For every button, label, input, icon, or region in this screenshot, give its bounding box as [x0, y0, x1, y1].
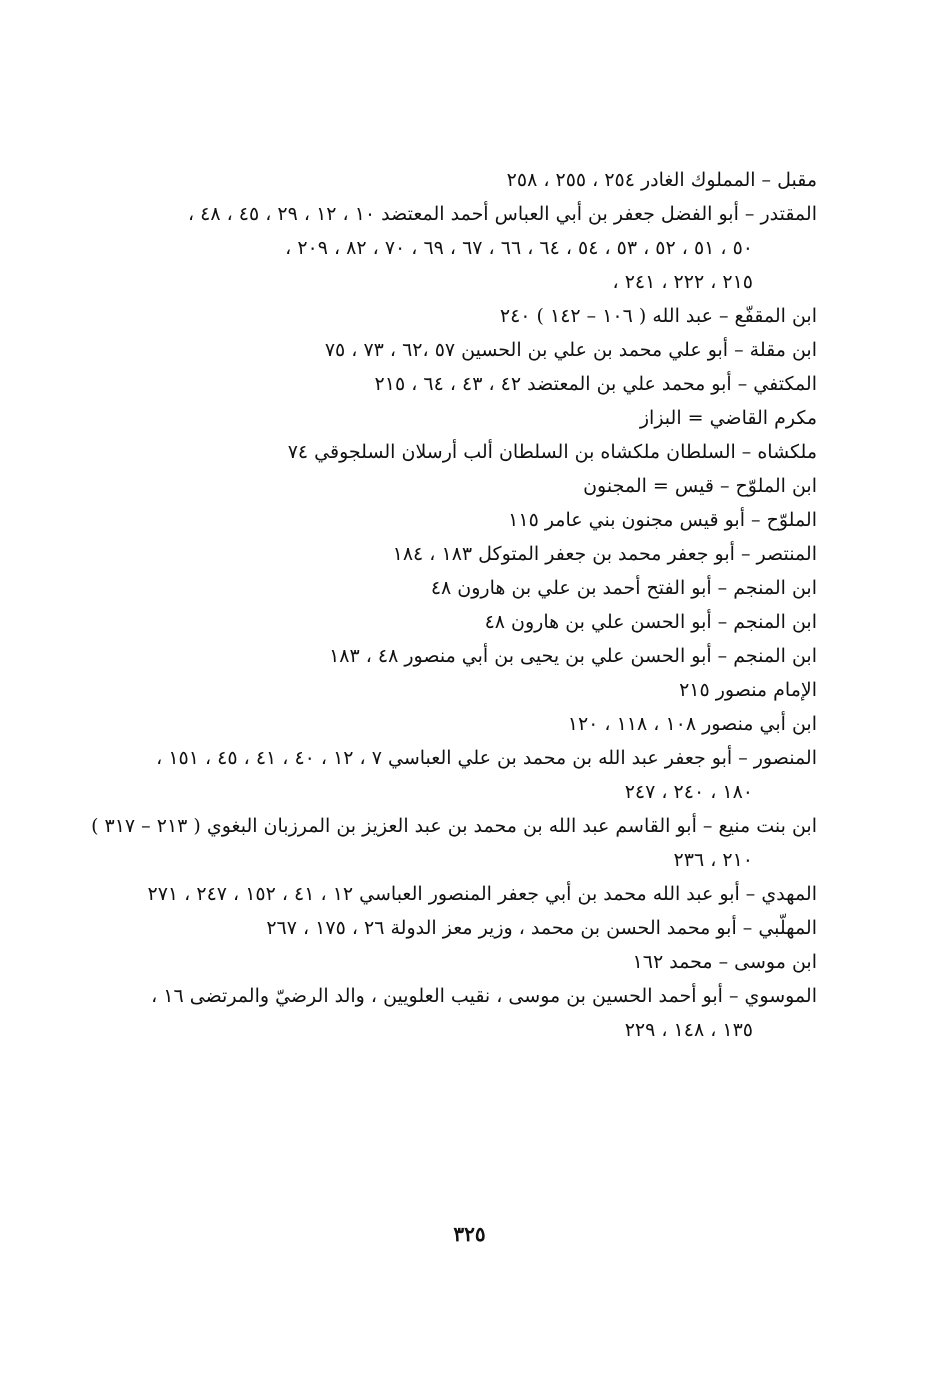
entry-line: المنتصر – أبو جعفر محمد بن جعفر المتوكل ١٨٣ ، ١٨٤ [392, 543, 817, 565]
entry-continuation-line: ١٨٠ ، ٢٤٠ ، ٢٤٧ [624, 781, 753, 803]
entry-line: ابن موسى – محمد ١٦٢ [632, 951, 817, 973]
entry-line: ابن الملوّح – قيس = المجنون [583, 475, 817, 497]
index-entry [127, 877, 817, 911]
index-entry [127, 503, 817, 537]
entry-line: الإمام منصور ٢١٥ [679, 679, 817, 701]
index-entry [127, 741, 817, 809]
entry-line: مقبل – المملوك الغادر ٢٥٤ ، ٢٥٥ ، ٢٥٨ [506, 169, 817, 191]
index-entry [127, 911, 817, 945]
entry-line: المكتفي – أبو محمد علي بن المعتضد ٤٢ ، ٤٣ ، ٦٤ ، ٢١٥ [374, 373, 817, 395]
entry-line: المهلّبي – أبو محمد الحسن بن محمد ، وزير معز الدولة ٢٦ ، ١٧٥ ، ٢٦٧ [266, 917, 817, 939]
entry-line: ابن المنجم – أبو الحسن علي بن يحيى بن أبي منصور ٤٨ ، ١٨٣ [329, 645, 817, 667]
entry-line: المنصور – أبو جعفر عبد الله بن محمد بن علي العباسي ٧ ، ١٢ ، ٤٠ ، ٤١ ، ٤٥ ، ١٥١ ، [156, 747, 817, 769]
entry-continuation-line: ٢١٠ ، ٢٣٦ [673, 849, 753, 871]
index-entry [127, 333, 817, 367]
index-entry [127, 571, 817, 605]
entry-continuation-line: ٢١٥ ، ٢٢٢ ، ٢٤١ ، [612, 271, 753, 293]
index-entry [127, 401, 817, 435]
index-entry [127, 979, 817, 1047]
entry-line: الملوّح – أبو قيس مجنون بني عامر ١١٥ [508, 509, 817, 531]
index-entry [127, 435, 817, 469]
index-entry [127, 707, 817, 741]
index-entry [127, 673, 817, 707]
index-entry [91, 809, 817, 877]
index-entry [127, 299, 817, 333]
entry-continuation-line: ٥٠ ، ٥١ ، ٥٢ ، ٥٣ ، ٥٤ ، ٦٤ ، ٦٦ ، ٦٧ ، ٦٩ ، ٧٠ ، ٨٢ ، ٢٠٩ ، [285, 237, 753, 259]
entry-line: ابن مقلة – أبو علي محمد بن علي بن الحسين ٥٧ ،٦٢ ، ٧٣ ، ٧٥ [324, 339, 817, 361]
index-entry [127, 945, 817, 979]
index-entry [127, 367, 817, 401]
entry-line: ابن بنت منيع – أبو القاسم عبد الله بن محمد بن عبد العزيز بن المرزبان البغوي ( ٢١٣ – ٣١٧ ) [91, 815, 817, 837]
index-entry [127, 163, 817, 197]
entry-line: المقتدر – أبو الفضل جعفر بن أبي العباس أحمد المعتضد ١٠ ، ١٢ ، ٢٩ ، ٤٥ ، ٤٨ ، [187, 203, 817, 225]
index-entry [127, 537, 817, 571]
index-entry [127, 639, 817, 673]
index-entry [127, 469, 817, 503]
entry-line: المهدي – أبو عبد الله محمد بن أبي جعفر المنصور العباسي ١٢ ، ٤١ ، ١٥٢ ، ٢٤٧ ، ٢٧١ [147, 883, 817, 905]
entry-line: ابن المقفّع – عبد الله ( ١٠٦ – ١٤٢ ) ٢٤٠ [499, 305, 817, 327]
entry-line: ملكشاه – السلطان ملكشاه بن السلطان ألب أرسلان السلجوقي ٧٤ [287, 441, 817, 463]
entry-continuation-line: ١٣٥ ، ١٤٨ ، ٢٢٩ [624, 1019, 753, 1041]
page-number: ٣٢٥ [453, 1222, 486, 1246]
entry-line: ابن أبي منصور ١٠٨ ، ١١٨ ، ١٢٠ [567, 713, 817, 735]
index-entry [127, 605, 817, 639]
index-entry [127, 197, 817, 299]
entry-line: الموسوي – أبو أحمد الحسين بن موسى ، نقيب العلويين ، والد الرضيّ والمرتضى ١٦ ، [151, 985, 817, 1007]
entry-line: مكرم القاضي = البزاز [639, 407, 817, 429]
entry-line: ابن المنجم – أبو الفتح أحمد بن علي بن هارون ٤٨ [430, 577, 817, 599]
entry-line: ابن المنجم – أبو الحسن علي بن هارون ٤٨ [484, 611, 817, 633]
index-entries [91, 163, 817, 1047]
